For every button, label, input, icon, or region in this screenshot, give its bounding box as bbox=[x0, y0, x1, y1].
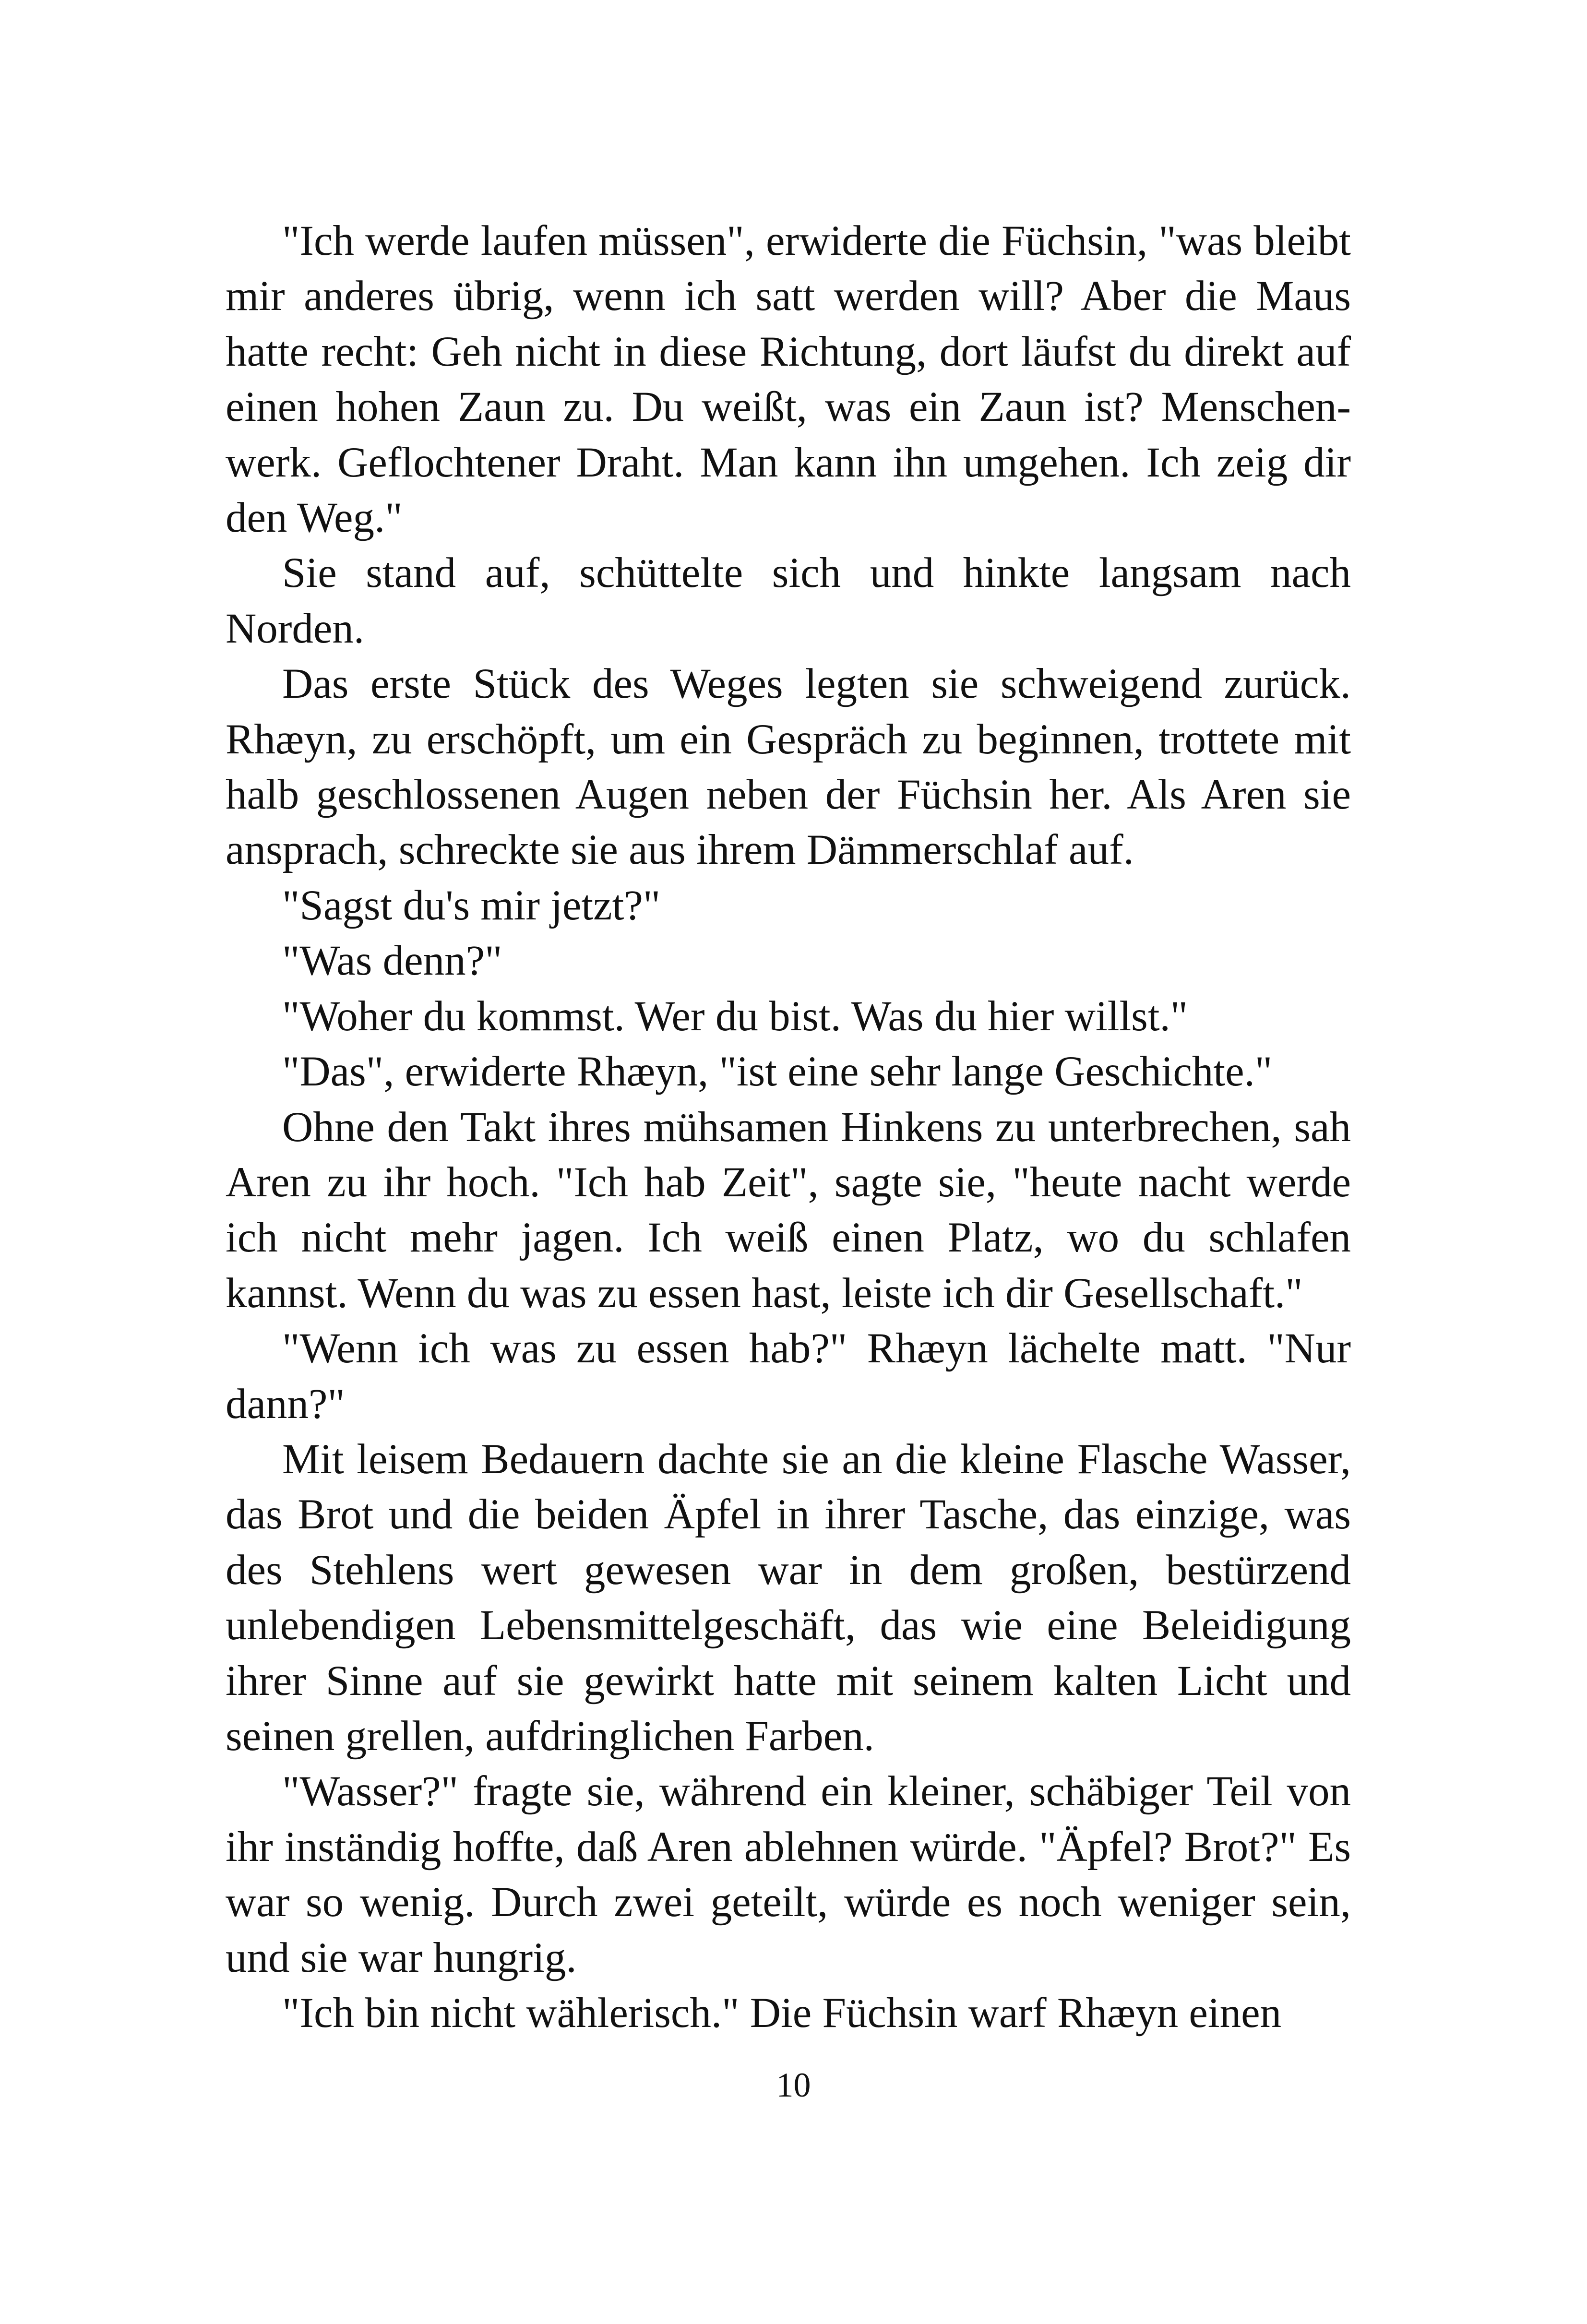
paragraph: "Wenn ich was zu essen hab?" Rhæyn lächelte matt. "Nur dann?" bbox=[226, 1325, 1351, 1428]
paragraph: Sie stand auf, schüttelte sich und hinkte langsam nach Norden. bbox=[226, 549, 1351, 652]
paragraph: "Was denn?" bbox=[282, 937, 502, 985]
paragraph: "Ich werde laufen müssen", erwiderte die Füchsin, "was bleibt mir anderes übrig, wenn ich satt werden will? Aber die Maus hatte recht: Geh nicht in diese Richtung, dort läufst du direkt auf einen hohen Zaun zu. Du weißt, was ein Zaun ist? Menschenwerk. Geflochtener Draht. Man kann ihn umgehen. Ich zeig dir den Weg." bbox=[226, 217, 1351, 542]
paragraph: Mit leisem Bedauern dachte sie an die kleine Flasche Wasser, das Brot und die beiden Äpfel in ihrer Tasche, das einzige, was des Stehlens wert gewesen war in dem großen, bestürzend unlebendigen Lebensmittelgeschäft, das wie eine Beleidigung ihrer Sinne auf sie gewirkt hatte mit seinem kalten Licht und seinen grellen, aufdringlichen Farben. bbox=[226, 1435, 1351, 1760]
paragraph: "Das", erwiderte Rhæyn, "ist eine sehr lange Geschichte." bbox=[282, 1048, 1273, 1096]
body-text bbox=[226, 214, 1351, 2041]
page-number: 10 bbox=[776, 2066, 811, 2104]
paragraph: Das erste Stück des Weges legten sie schweigend zurück. Rhæyn, zu erschöpft, um ein Gespräch zu beginnen, trottete mit halb geschlossenen Augen neben der Füchsin her. Als Aren sie ansprach, schreckte sie aus ihrem Dämmerschlaf auf. bbox=[226, 660, 1351, 874]
paragraph: "Woher du kommst. Wer du bist. Was du hier willst." bbox=[282, 992, 1188, 1040]
paragraph: "Sagst du's mir jetzt?" bbox=[282, 882, 661, 929]
paragraph: "Ich bin nicht wählerisch." Die Füchsin warf Rhæyn einen bbox=[282, 1990, 1282, 2037]
paragraph: Ohne den Takt ihres mühsamen Hinkens zu unterbrechen, sah Aren zu ihr hoch. "Ich hab Zeit", sagte sie, "heute nacht werde ich nicht mehr jagen. Ich weiß einen Platz, wo du schlafen kannst. Wenn du was zu essen hast, leiste ich dir Gesellschaft." bbox=[226, 1103, 1351, 1317]
paragraph: "Wasser?" fragte sie, während ein kleiner, schäbiger Teil von ihr inständig hoffte, daß Aren ablehnen würde. "Äpfel? Brot?" Es war so wenig. Durch zwei geteilt, würde es noch weniger sein, und sie war hungrig. bbox=[226, 1768, 1351, 1981]
